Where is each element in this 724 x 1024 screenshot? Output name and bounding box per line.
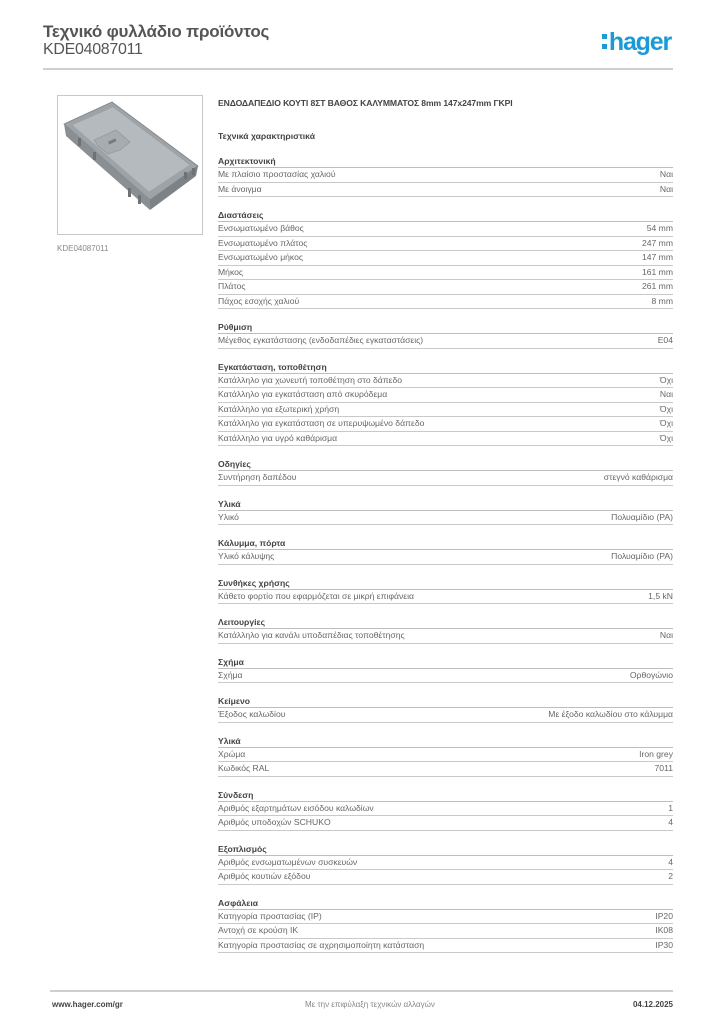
spec-group [218, 843, 673, 885]
spec-value: 161 mm [641, 266, 673, 277]
spec-row [218, 237, 673, 252]
spec-row [218, 388, 673, 403]
page-header [43, 22, 673, 59]
floor-box-illustration-icon [58, 96, 202, 234]
spec-label: Με πλαίσιο προστασίας χαλιού [218, 169, 336, 179]
footer-disclaimer: Με την επιφύλαξη τεχνικών αλλαγών [305, 1000, 435, 1009]
spec-label: Αριθμός υποδοχών SCHUKO [218, 817, 331, 827]
spec-value: 2 [668, 871, 673, 881]
spec-value: Όχι [659, 418, 673, 428]
spec-group [218, 577, 673, 605]
spec-label: Με άνοιγμα [218, 183, 262, 194]
spec-group [218, 897, 673, 954]
footer-website-link[interactable]: www.hager.com/gr [52, 1000, 123, 1009]
logo-text: hager [608, 28, 671, 56]
spec-row [218, 856, 673, 871]
spec-row [218, 910, 673, 925]
spec-label: Συντήρηση δαπέδου [218, 472, 297, 482]
spec-label: Σχήμα [218, 669, 243, 680]
spec-row [218, 669, 673, 684]
spec-group [218, 735, 673, 777]
spec-label: Κατάλληλο για εγκατάσταση από σκυρόδεμα [218, 389, 388, 399]
spec-label: Κατάλληλο για κανάλι υποδαπέδιας τοποθέτησης [218, 630, 405, 640]
spec-row [218, 432, 673, 447]
image-caption: KDE04087011 [57, 244, 109, 253]
product-image [57, 95, 203, 235]
spec-group [218, 155, 673, 197]
spec-value: Ναι [659, 169, 673, 179]
spec-label: Μέγεθος εγκατάστασης (ενδοδαπέδιες εγκαταστάσεις) [218, 335, 424, 345]
header-divider [43, 68, 673, 70]
spec-group [218, 498, 673, 526]
spec-row [218, 708, 673, 723]
spec-label: Κατάλληλο για εγκατάσταση σε υπερυψωμένο δάπεδο [218, 418, 425, 428]
spec-value: 247 mm [641, 237, 673, 248]
spec-label: Αριθμός κουτιών εξόδου [218, 871, 311, 881]
spec-label: Υλικό [218, 511, 239, 522]
product-code: KDE04087011 [43, 41, 143, 58]
spec-row [218, 403, 673, 418]
spec-group-title: Σύνδεση [218, 789, 673, 802]
spec-group-title: Ρύθμιση [218, 321, 673, 334]
spec-label: Έξοδος καλωδίου [218, 709, 286, 719]
spec-group-title: Συνθήκες χρήσης [218, 577, 673, 590]
spec-label: Πάχος εσοχής χαλιού [218, 295, 300, 306]
spec-value: Ναι [659, 389, 673, 399]
spec-label: Κωδικός RAL [218, 763, 270, 773]
specs-heading: Τεχνικά χαρακτηριστικά [218, 131, 315, 141]
spec-value: στεγνό καθάρισμα [603, 472, 673, 482]
spec-label: Κατάλληλο για υγρό καθάρισμα [218, 432, 338, 443]
spec-row [218, 471, 673, 486]
spec-group [218, 616, 673, 644]
spec-group-title: Εξοπλισμός [218, 843, 673, 856]
spec-group-title: Υλικά [218, 735, 673, 748]
footer-date: 04.12.2025 [632, 1000, 673, 1009]
spec-row [218, 748, 673, 763]
spec-value: 8 mm [651, 295, 673, 306]
spec-value: 147 mm [641, 252, 673, 262]
spec-label: Αριθμός ενσωματωμένων συσκευών [218, 856, 358, 867]
spec-row [218, 183, 673, 198]
spec-row [218, 870, 673, 885]
spec-row [218, 280, 673, 295]
spec-label: Μήκος [218, 266, 244, 277]
document-title: Τεχνικό φυλλάδιο προϊόντος [43, 22, 270, 41]
spec-value: IP20 [655, 910, 673, 921]
spec-label: Χρώμα [218, 748, 246, 759]
logo-colon-icon [602, 34, 607, 50]
spec-group-title: Ασφάλεια [218, 897, 673, 910]
spec-row [218, 629, 673, 644]
spec-value: Πολυαμίδιο (PA) [611, 551, 673, 561]
spec-label: Πλάτος [218, 281, 246, 291]
spec-group-title: Εγκατάσταση, τοποθέτηση [218, 361, 673, 374]
spec-row [218, 168, 673, 183]
spec-value: Ορθογώνιο [629, 669, 673, 680]
spec-value: Με έξοδο καλωδίου στο κάλυμμα [548, 709, 673, 719]
spec-row [218, 802, 673, 817]
spec-value: 1,5 kN [648, 590, 673, 601]
specs-table [218, 155, 673, 965]
spec-label: Υλικό κάλυψης [218, 551, 275, 561]
spec-value: Ναι [659, 630, 673, 640]
spec-row [218, 295, 673, 310]
spec-value: E04 [657, 335, 673, 345]
spec-row [218, 924, 673, 939]
hager-logo [602, 28, 671, 57]
spec-label: Αριθμός εξαρτημάτων εισόδου καλωδίων [218, 802, 374, 813]
spec-group-title: Σχήμα [218, 656, 673, 669]
spec-value: 4 [668, 817, 673, 827]
spec-value: IP30 [655, 939, 673, 950]
spec-group-title: Κείμενο [218, 695, 673, 708]
spec-value: 261 mm [641, 281, 673, 291]
spec-value: Πολυαμίδιο (PA) [611, 511, 673, 522]
spec-row [218, 251, 673, 266]
spec-group-title: Οδηγίες [218, 458, 673, 471]
spec-row [218, 374, 673, 389]
spec-value: 4 [668, 856, 673, 867]
spec-row [218, 550, 673, 565]
product-name: ΕΝΔΟΔΑΠΕΔΙΟ ΚΟΥΤΙ 8ΣΤ ΒΑΘΟΣ ΚΑΛΥΜΜΑΤΟΣ 8mm 147x247mm ΓΚΡΙ [218, 98, 513, 108]
spec-group-title: Κάλυμμα, πόρτα [218, 537, 673, 550]
spec-value: Όχι [659, 374, 673, 385]
spec-group [218, 695, 673, 723]
spec-value: 54 mm [646, 223, 673, 233]
spec-value: Όχι [659, 403, 673, 414]
spec-group-title: Λειτουργίες [218, 616, 673, 629]
spec-group [218, 458, 673, 486]
spec-group [218, 789, 673, 831]
spec-group [218, 209, 673, 309]
spec-group-title: Διαστάσεις [218, 209, 673, 222]
spec-label: Ενσωματωμένο πλάτος [218, 237, 308, 248]
spec-label: Ενσωματωμένο βάθος [218, 223, 304, 233]
spec-row [218, 816, 673, 831]
spec-value: Όχι [659, 432, 673, 443]
spec-value: Iron grey [639, 748, 673, 759]
spec-label: Κάθετο φορτίο που εφαρμόζεται σε μικρή επιφάνεια [218, 590, 415, 601]
spec-value: IK08 [655, 925, 673, 935]
spec-group-title: Υλικά [218, 498, 673, 511]
spec-label: Ενσωματωμένο μήκος [218, 252, 304, 262]
spec-group [218, 361, 673, 447]
spec-row [218, 511, 673, 526]
spec-row [218, 334, 673, 349]
spec-label: Κατάλληλο για χωνευτή τοποθέτηση στο δάπεδο [218, 374, 403, 385]
spec-group [218, 656, 673, 684]
spec-group [218, 537, 673, 565]
spec-label: Κατηγορία προστασίας σε αχρησιμοποίητη κατάσταση [218, 939, 425, 950]
spec-value: Ναι [659, 183, 673, 194]
spec-label: Κατηγορία προστασίας (IP) [218, 910, 322, 921]
spec-value: 7011 [654, 763, 673, 773]
spec-row [218, 266, 673, 281]
spec-row [218, 762, 673, 777]
spec-row [218, 222, 673, 237]
spec-group [218, 321, 673, 349]
spec-row [218, 417, 673, 432]
spec-label: Αντοχή σε κρούση IK [218, 925, 299, 935]
spec-row [218, 590, 673, 605]
spec-group-title: Αρχιτεκτονική [218, 155, 673, 168]
spec-value: 1 [668, 802, 673, 813]
spec-label: Κατάλληλο για εξωτερική χρήση [218, 403, 340, 414]
footer-divider [50, 990, 673, 992]
spec-row [218, 939, 673, 954]
